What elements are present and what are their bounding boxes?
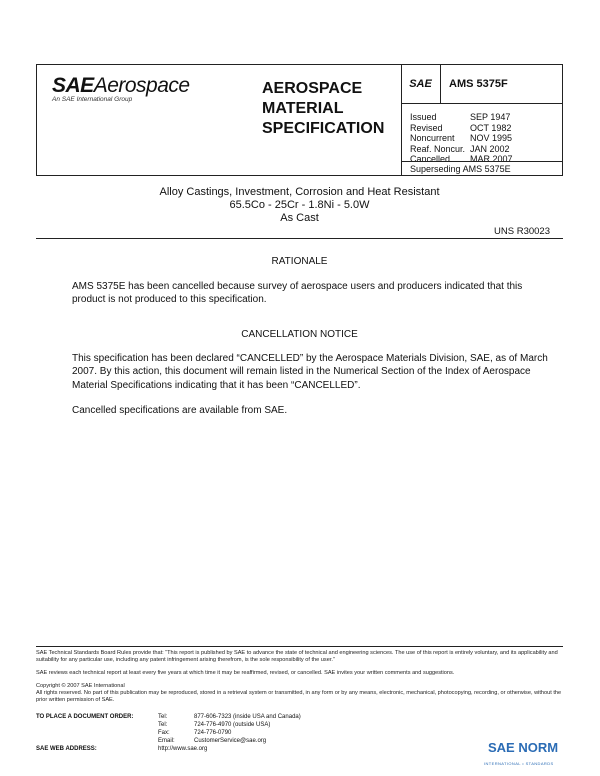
date-row: [410, 123, 513, 134]
availability-text: Cancelled specifications are available from SAE.: [72, 405, 288, 416]
subject-line-2: 65.5Co - 25Cr - 1.8Ni - 5.0W: [229, 198, 370, 211]
order-label: TO PLACE A DOCUMENT ORDER:: [36, 714, 134, 720]
web-label: SAE WEB ADDRESS:: [36, 746, 97, 752]
rationale-text: AMS 5375E has been cancelled because survey of aerospace users and producers indicated that this product is not produced to this specification.: [72, 281, 523, 306]
logo-aerospace-text: Aerospace: [93, 74, 190, 97]
web-link[interactable]: http://www.sae.org: [158, 746, 208, 752]
order-key: Email:: [158, 738, 175, 744]
date-label: Issued: [410, 112, 437, 122]
date-value: OCT 1982: [470, 122, 512, 133]
document-type-title: [262, 79, 384, 139]
date-label: Revised: [410, 122, 443, 133]
rationale-heading: RATIONALE: [271, 256, 328, 267]
date-row: [410, 133, 513, 144]
order-key: Tel:: [158, 722, 168, 728]
superseding: [410, 164, 511, 174]
date-value: MAR 2007: [470, 154, 513, 165]
cancellation-heading: CANCELLATION NOTICE: [241, 329, 358, 340]
document-subject: [36, 186, 563, 224]
date-label: Reaf. Noncur.: [410, 143, 466, 154]
title-line-1: AEROSPACE: [262, 80, 363, 97]
subject-line-1: Alloy Castings, Investment, Corrosion and Heat Resistant: [159, 186, 440, 198]
date-value: JAN 2002: [470, 143, 510, 154]
footer-divider: [36, 646, 563, 647]
order-key: Tel:: [158, 714, 168, 720]
order-value: 724-776-0790: [194, 730, 232, 736]
title-line-2: MATERIAL: [262, 100, 344, 117]
order-key: Fax:: [158, 730, 170, 736]
date-label: Noncurrent: [410, 133, 455, 144]
date-value: SEP 1947: [470, 112, 511, 122]
date-row: [410, 112, 513, 123]
subject-line-3: As Cast: [280, 211, 319, 224]
order-value: 724-776-4970 (outside USA): [194, 722, 271, 728]
document-dates: [410, 112, 513, 165]
sae-mark: SAE: [401, 64, 441, 104]
copyright: Copyright © 2007 SAE International: [36, 683, 125, 689]
legal-rules: SAE Technical Standards Board Rules provide that: “This report is published by SAE to advance the state of technical and engineering sciences. The use of this report is entirely voluntary, and its applicability and suitability for any particular use, including any patent infringement arising therefrom, is the sole responsibility of the user.”: [36, 650, 558, 664]
sae-aerospace-logo: [52, 74, 190, 98]
order-info: [36, 714, 336, 764]
logo-sae-text: SAE: [52, 74, 94, 97]
superseding-label: Superseding: [410, 164, 461, 174]
sae-norm-subtitle: INTERNATIONAL • STANDARDS: [484, 761, 554, 766]
superseding-value: AMS 5375E: [462, 164, 511, 174]
title-line-3: SPECIFICATION: [262, 120, 385, 137]
subject-divider: [36, 238, 563, 239]
cancellation-text: This specification has been declared “CANCELLED” by the Aerospace Materials Division, SAE, as of March 2007. By this action, this document will remain listed in the Numerical Section of the Index of Aerospace Material Specifications indicating that it has been “CANCELLED”.: [72, 353, 548, 391]
date-row: [410, 144, 513, 155]
uns-number: UNS R30023: [494, 226, 550, 237]
order-value[interactable]: CustomerService@sae.org: [194, 738, 267, 744]
date-label: Cancelled: [410, 154, 451, 165]
order-value: 877-606-7323 (inside USA and Canada): [194, 714, 301, 720]
sae-norm-logo: [484, 740, 558, 755]
logo-subtitle: An SAE International Group: [52, 96, 133, 103]
sae-norm-text: SAE NORM: [488, 740, 559, 755]
superseding-divider: [401, 161, 563, 162]
document-number: AMS 5375F: [441, 64, 563, 104]
date-value: NOV 1995: [470, 133, 513, 144]
legal-rights: All rights reserved. No part of this publication may be reproduced, stored in a retrieval system or transmitted, in any form or by any means, electronic, mechanical, photocopying, recording, or otherwise, without the prior written permission of SAE.: [36, 690, 562, 704]
legal-review: SAE reviews each technical report at least every five years at which time it may be reaffirmed, revised, or cancelled. SAE invites your written comments and suggestions.: [36, 670, 455, 676]
